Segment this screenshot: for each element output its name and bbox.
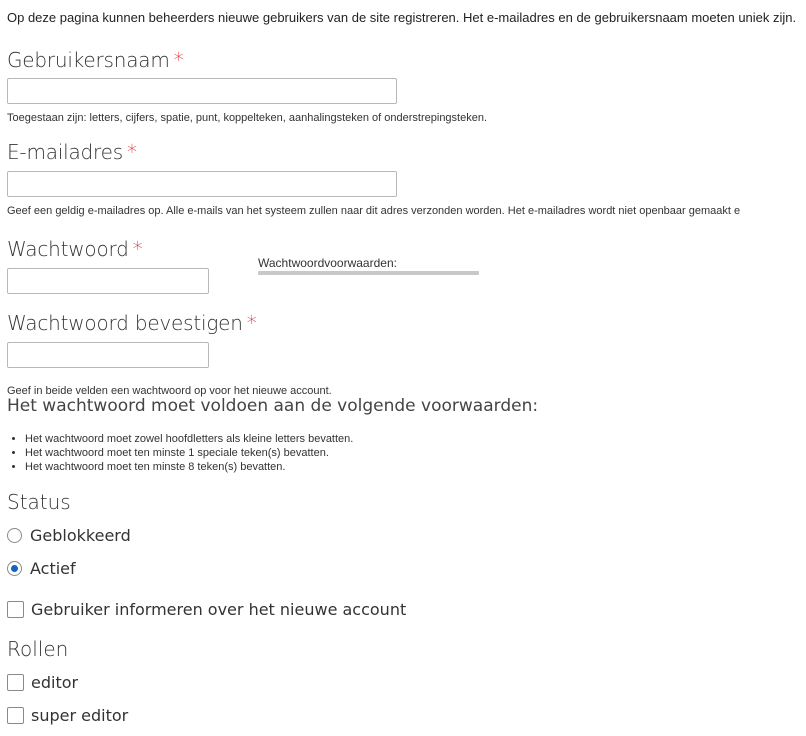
list-item: • Het wachtwoord moet zowel hoofdletters als kleine letters bevatten. xyxy=(25,432,353,446)
role-option-editor[interactable] xyxy=(7,673,78,692)
list-item: • Het wachtwoord moet ten minste 8 teken(s) bevatten. xyxy=(25,460,353,474)
roles-title: Rollen xyxy=(7,637,69,661)
role-label[interactable]: super editor xyxy=(31,706,129,725)
status-title: Status xyxy=(7,490,71,514)
required-marker: * xyxy=(126,140,137,164)
username-input[interactable] xyxy=(7,78,397,104)
notify-user-option[interactable] xyxy=(7,600,406,619)
email-label xyxy=(7,140,137,164)
status-option-blocked[interactable] xyxy=(7,526,131,545)
radio-label[interactable]: Actief xyxy=(30,559,76,578)
email-description: Geef een geldig e-mailadres op. Alle e-mails van het systeem zullen naar dit adres verzonden worden. Het e-mailadres wordt niet openbaar gemaakt e xyxy=(7,205,741,217)
page-intro: Op deze pagina kunnen beheerders nieuwe gebruikers van de site registreren. Het e-mailadres en de gebruikersnaam moeten uniek zijn. xyxy=(7,10,797,25)
radio-button[interactable] xyxy=(7,528,22,543)
password-strength-bar xyxy=(258,271,479,275)
password-confirm-input[interactable] xyxy=(7,342,209,368)
required-marker: * xyxy=(173,48,184,72)
password-confirm-label-text: Wachtwoord bevestigen xyxy=(7,311,243,335)
email-input[interactable] xyxy=(7,171,397,197)
password-conditions-label: Wachtwoordvoorwaarden: xyxy=(258,256,397,270)
role-checkbox[interactable] xyxy=(7,674,24,691)
email-label-text: E-mailadres xyxy=(7,140,123,164)
list-item: • Het wachtwoord moet ten minste 1 speciale teken(s) bevatten. xyxy=(25,446,353,460)
password-confirm-description: Geef in beide velden een wachtwoord op voor het nieuwe account. xyxy=(7,385,332,397)
username-description: Toegestaan zijn: letters, cijfers, spatie, punt, koppelteken, aanhalingsteken of onderstrepingsteken. xyxy=(7,112,488,124)
password-input[interactable] xyxy=(7,268,209,294)
username-label xyxy=(7,48,183,72)
password-requirements-list xyxy=(7,432,353,474)
status-option-active[interactable] xyxy=(7,559,76,578)
role-option-super-editor[interactable] xyxy=(7,706,128,725)
password-confirm-label xyxy=(7,311,257,335)
role-label[interactable]: editor xyxy=(31,673,79,692)
username-label-text: Gebruikersnaam xyxy=(7,48,170,72)
password-requirements-heading: Het wachtwoord moet voldoen aan de volgende voorwaarden: xyxy=(7,396,539,416)
notify-checkbox[interactable] xyxy=(7,601,24,618)
role-checkbox[interactable] xyxy=(7,707,24,724)
notify-label[interactable]: Gebruiker informeren over het nieuwe account xyxy=(31,600,407,619)
required-marker: * xyxy=(132,237,143,261)
radio-button[interactable] xyxy=(7,561,22,576)
password-label xyxy=(7,237,142,261)
password-label-text: Wachtwoord xyxy=(7,237,129,261)
required-marker: * xyxy=(246,311,257,335)
radio-label[interactable]: Geblokkeerd xyxy=(30,526,131,545)
